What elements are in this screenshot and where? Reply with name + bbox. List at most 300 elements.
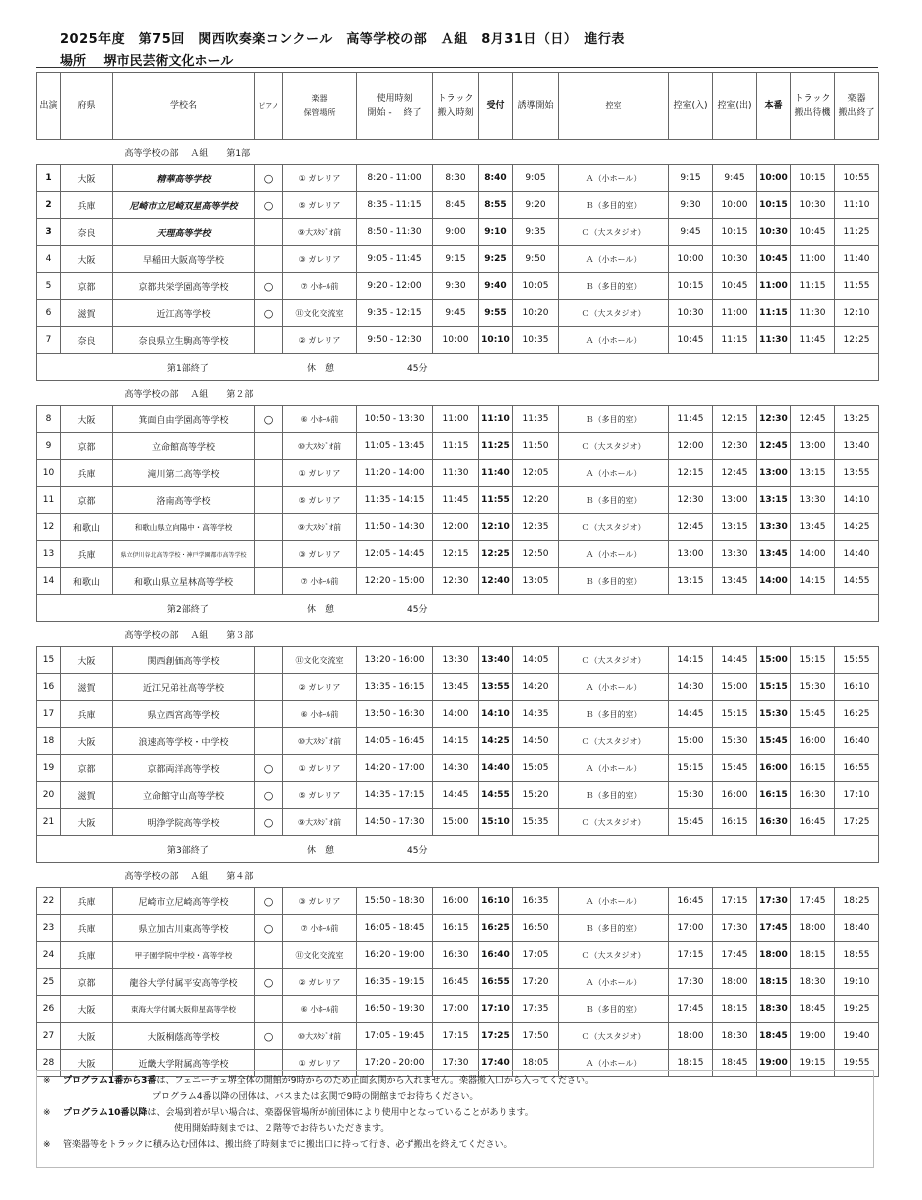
header-truck-wait-line2: 搬出待機 bbox=[794, 108, 831, 118]
pref-cell: 大阪 bbox=[61, 1023, 113, 1050]
guide-cell: 14:50 bbox=[513, 728, 559, 755]
piano-cell: ○ bbox=[255, 969, 283, 996]
carry-out-cell: 19:55 bbox=[835, 1050, 879, 1077]
time-start: 16:35 bbox=[364, 977, 391, 987]
table-row bbox=[37, 1023, 879, 1050]
header-reception: 受付 bbox=[479, 73, 513, 140]
truck-wait-cell: 19:15 bbox=[791, 1050, 835, 1077]
guide-cell: 12:05 bbox=[513, 460, 559, 487]
section-label-row bbox=[37, 381, 879, 406]
time-range-cell bbox=[357, 219, 433, 246]
room-cell: Ｂ（多目的室） bbox=[559, 192, 669, 219]
wait-in-cell: 9:30 bbox=[669, 192, 713, 219]
room-cell: Ａ（小ホール） bbox=[559, 1050, 669, 1077]
time-start: 10:50 bbox=[364, 414, 391, 424]
perform-cell: 16:00 bbox=[757, 755, 791, 782]
header-truck-in-line2: 搬入時刻 bbox=[437, 108, 474, 118]
section-end-row bbox=[37, 595, 879, 622]
header-order: 出演 bbox=[37, 73, 61, 140]
time-range-dash: - bbox=[392, 522, 397, 532]
table-row bbox=[37, 300, 879, 327]
time-range-dash: - bbox=[390, 281, 394, 291]
truck-in-cell: 16:45 bbox=[433, 969, 479, 996]
truck-wait-cell: 15:45 bbox=[791, 701, 835, 728]
school-name-cell: 尼崎市立尼崎双星高等学校 bbox=[113, 192, 255, 219]
piano-cell bbox=[255, 219, 283, 246]
pref-cell: 兵庫 bbox=[61, 541, 113, 568]
table-row bbox=[37, 406, 879, 433]
wait-in-cell: 9:15 bbox=[669, 165, 713, 192]
truck-in-cell: 12:15 bbox=[433, 541, 479, 568]
order-cell: 26 bbox=[37, 996, 61, 1023]
pref-cell: 滋賀 bbox=[61, 782, 113, 809]
storage-cell: ① ガレリア bbox=[283, 755, 357, 782]
reception-cell: 11:55 bbox=[479, 487, 513, 514]
time-end: 11:30 bbox=[395, 227, 422, 237]
time-range-dash: - bbox=[392, 950, 397, 960]
table-row bbox=[37, 192, 879, 219]
carry-out-cell: 14:25 bbox=[835, 514, 879, 541]
piano-cell: ○ bbox=[255, 273, 283, 300]
room-cell: Ｂ（多目的室） bbox=[559, 701, 669, 728]
time-end: 14:00 bbox=[398, 468, 425, 478]
wait-out-cell: 12:30 bbox=[713, 433, 757, 460]
perform-cell: 10:30 bbox=[757, 219, 791, 246]
perform-cell: 12:30 bbox=[757, 406, 791, 433]
order-cell: 23 bbox=[37, 915, 61, 942]
piano-cell: ○ bbox=[255, 755, 283, 782]
piano-cell: ○ bbox=[255, 782, 283, 809]
order-cell: 25 bbox=[37, 969, 61, 996]
school-name-cell: 龍谷大学付属平安高等学校 bbox=[113, 969, 255, 996]
header-school: 学校名 bbox=[113, 73, 255, 140]
school-name-cell: 明浄学院高等学校 bbox=[113, 809, 255, 836]
truck-wait-cell: 11:00 bbox=[791, 246, 835, 273]
wait-out-cell: 11:15 bbox=[713, 327, 757, 354]
order-cell: 7 bbox=[37, 327, 61, 354]
wait-in-cell: 15:45 bbox=[669, 809, 713, 836]
truck-in-cell: 12:00 bbox=[433, 514, 479, 541]
time-start: 16:50 bbox=[364, 1004, 391, 1014]
order-cell: 8 bbox=[37, 406, 61, 433]
piano-cell: ○ bbox=[255, 165, 283, 192]
table-row bbox=[37, 969, 879, 996]
header-truck-in bbox=[433, 73, 479, 140]
reception-cell: 12:10 bbox=[479, 514, 513, 541]
wait-out-cell: 9:45 bbox=[713, 165, 757, 192]
reception-cell: 17:40 bbox=[479, 1050, 513, 1077]
piano-cell: ○ bbox=[255, 888, 283, 915]
room-cell: Ｃ（大スタジオ） bbox=[559, 300, 669, 327]
wait-out-cell: 17:45 bbox=[713, 942, 757, 969]
carry-out-cell: 11:55 bbox=[835, 273, 879, 300]
truck-wait-cell: 18:30 bbox=[791, 969, 835, 996]
truck-in-cell: 15:00 bbox=[433, 809, 479, 836]
reception-cell: 16:10 bbox=[479, 888, 513, 915]
time-start: 9:35 bbox=[367, 308, 388, 318]
truck-wait-cell: 13:30 bbox=[791, 487, 835, 514]
wait-in-cell: 12:15 bbox=[669, 460, 713, 487]
wait-in-cell: 15:30 bbox=[669, 782, 713, 809]
note-1-sub: プログラム4番以降の団体は、バスまたは玄関で9時の開館までお待ちください。 bbox=[152, 1092, 479, 1102]
wait-in-cell: 14:45 bbox=[669, 701, 713, 728]
time-range-dash: - bbox=[392, 1004, 397, 1014]
header-truck-wait bbox=[791, 73, 835, 140]
wait-in-cell: 13:00 bbox=[669, 541, 713, 568]
header-time-line2: 開始 - 終了 bbox=[367, 108, 422, 118]
perform-cell: 11:15 bbox=[757, 300, 791, 327]
truck-in-cell: 11:15 bbox=[433, 433, 479, 460]
truck-wait-cell: 15:15 bbox=[791, 647, 835, 674]
wait-in-cell: 9:45 bbox=[669, 219, 713, 246]
carry-out-cell: 14:40 bbox=[835, 541, 879, 568]
break-duration: 45分 bbox=[407, 604, 428, 615]
perform-cell: 16:30 bbox=[757, 809, 791, 836]
truck-wait-cell: 18:15 bbox=[791, 942, 835, 969]
note-2-text: は、会場到着が早い場合は、楽器保管場所が前団体により使用中となっていることがあります。 bbox=[147, 1108, 534, 1118]
wait-in-cell: 15:15 bbox=[669, 755, 713, 782]
guide-cell: 9:20 bbox=[513, 192, 559, 219]
pref-cell: 大阪 bbox=[61, 165, 113, 192]
piano-cell: ○ bbox=[255, 300, 283, 327]
school-name-cell: 早稲田大阪高等学校 bbox=[113, 246, 255, 273]
time-range-cell bbox=[357, 647, 433, 674]
table-row bbox=[37, 568, 879, 595]
reception-cell: 8:40 bbox=[479, 165, 513, 192]
wait-in-cell: 10:00 bbox=[669, 246, 713, 273]
time-end: 19:00 bbox=[398, 950, 425, 960]
storage-cell: ⑪文化交流室 bbox=[283, 942, 357, 969]
section-end-cell bbox=[37, 836, 879, 863]
room-cell: Ａ（小ホール） bbox=[559, 327, 669, 354]
order-cell: 13 bbox=[37, 541, 61, 568]
piano-cell bbox=[255, 433, 283, 460]
storage-cell: ⑤ ガレリア bbox=[283, 782, 357, 809]
pref-cell: 大阪 bbox=[61, 647, 113, 674]
time-range-cell bbox=[357, 755, 433, 782]
guide-cell: 17:50 bbox=[513, 1023, 559, 1050]
perform-cell: 14:00 bbox=[757, 568, 791, 595]
reception-cell: 9:10 bbox=[479, 219, 513, 246]
table-header-row bbox=[37, 73, 879, 140]
guide-cell: 12:20 bbox=[513, 487, 559, 514]
header-carry-out-line1: 楽器 bbox=[847, 94, 866, 104]
school-name-cell: 奈良県立生駒高等学校 bbox=[113, 327, 255, 354]
truck-in-cell: 14:15 bbox=[433, 728, 479, 755]
wait-out-cell: 18:30 bbox=[713, 1023, 757, 1050]
pref-cell: 滋賀 bbox=[61, 300, 113, 327]
time-range-cell bbox=[357, 674, 433, 701]
table-row bbox=[37, 460, 879, 487]
time-end: 11:15 bbox=[395, 200, 422, 210]
order-cell: 2 bbox=[37, 192, 61, 219]
time-range-cell bbox=[357, 514, 433, 541]
perform-cell: 15:45 bbox=[757, 728, 791, 755]
table-row bbox=[37, 165, 879, 192]
carry-out-cell: 14:55 bbox=[835, 568, 879, 595]
reception-cell: 8:55 bbox=[479, 192, 513, 219]
room-cell: Ｃ（大スタジオ） bbox=[559, 728, 669, 755]
header-time bbox=[357, 73, 433, 140]
reception-cell: 16:25 bbox=[479, 915, 513, 942]
order-cell: 24 bbox=[37, 942, 61, 969]
wait-out-cell: 17:30 bbox=[713, 915, 757, 942]
note-mark-3: ※ bbox=[43, 1140, 51, 1150]
venue-underline bbox=[36, 67, 878, 68]
room-cell: Ｃ（大スタジオ） bbox=[559, 942, 669, 969]
truck-wait-cell: 11:15 bbox=[791, 273, 835, 300]
storage-cell: ⑥ 小ﾎｰﾙ前 bbox=[283, 701, 357, 728]
wait-out-cell: 15:45 bbox=[713, 755, 757, 782]
school-name-cell: 関西創価高等学校 bbox=[113, 647, 255, 674]
table-row bbox=[37, 701, 879, 728]
table-row bbox=[37, 728, 879, 755]
room-cell: Ｃ（大スタジオ） bbox=[559, 809, 669, 836]
carry-out-cell: 12:25 bbox=[835, 327, 879, 354]
truck-wait-cell: 15:30 bbox=[791, 674, 835, 701]
time-range-cell bbox=[357, 701, 433, 728]
piano-cell bbox=[255, 728, 283, 755]
reception-cell: 14:40 bbox=[479, 755, 513, 782]
pref-cell: 和歌山 bbox=[61, 514, 113, 541]
truck-in-cell: 11:00 bbox=[433, 406, 479, 433]
note-2-sub: 使用開始時刻までは、２階等でお待ちいただきます。 bbox=[174, 1124, 390, 1134]
wait-in-cell: 10:30 bbox=[669, 300, 713, 327]
header-wait-out: 控室(出) bbox=[713, 73, 757, 140]
header-truck-in-line1: トラック bbox=[437, 94, 474, 104]
piano-cell bbox=[255, 487, 283, 514]
storage-cell: ⑪文化交流室 bbox=[283, 300, 357, 327]
pref-cell: 大阪 bbox=[61, 996, 113, 1023]
time-end: 18:30 bbox=[398, 896, 425, 906]
perform-cell: 13:00 bbox=[757, 460, 791, 487]
carry-out-cell: 10:55 bbox=[835, 165, 879, 192]
pref-cell: 大阪 bbox=[61, 406, 113, 433]
time-start: 16:05 bbox=[364, 923, 391, 933]
section-label-cell bbox=[37, 140, 879, 165]
school-name-cell: 県立加古川東高等学校 bbox=[113, 915, 255, 942]
perform-cell: 15:15 bbox=[757, 674, 791, 701]
time-end: 18:45 bbox=[398, 923, 425, 933]
room-cell: Ｃ（大スタジオ） bbox=[559, 514, 669, 541]
time-range-cell bbox=[357, 1023, 433, 1050]
note-1-bold: プログラム1番から3番 bbox=[63, 1076, 157, 1086]
wait-in-cell: 18:00 bbox=[669, 1023, 713, 1050]
time-start: 11:35 bbox=[364, 495, 391, 505]
storage-cell: ⑤ ガレリア bbox=[283, 192, 357, 219]
time-start: 14:20 bbox=[364, 763, 391, 773]
truck-in-cell: 14:45 bbox=[433, 782, 479, 809]
order-cell: 12 bbox=[37, 514, 61, 541]
room-cell: Ａ（小ホール） bbox=[559, 674, 669, 701]
guide-cell: 12:35 bbox=[513, 514, 559, 541]
piano-cell bbox=[255, 701, 283, 728]
time-start: 13:35 bbox=[364, 682, 391, 692]
time-range-cell bbox=[357, 273, 433, 300]
header-piano: ピアノ bbox=[255, 73, 283, 140]
wait-out-cell: 15:30 bbox=[713, 728, 757, 755]
wait-in-cell: 10:15 bbox=[669, 273, 713, 300]
time-start: 8:20 bbox=[367, 173, 388, 183]
pref-cell: 兵庫 bbox=[61, 460, 113, 487]
section-end-cell bbox=[37, 354, 879, 381]
order-cell: 3 bbox=[37, 219, 61, 246]
time-start: 8:50 bbox=[367, 227, 388, 237]
room-cell: Ｂ（多目的室） bbox=[559, 406, 669, 433]
table-row bbox=[37, 273, 879, 300]
reception-cell: 16:55 bbox=[479, 969, 513, 996]
guide-cell: 16:35 bbox=[513, 888, 559, 915]
table-row bbox=[37, 755, 879, 782]
time-start: 12:20 bbox=[364, 576, 391, 586]
section-label: 高等学校の部 Ａ組 第２部 bbox=[124, 389, 254, 400]
carry-out-cell: 18:40 bbox=[835, 915, 879, 942]
storage-cell: ① ガレリア bbox=[283, 1050, 357, 1077]
reception-cell: 14:10 bbox=[479, 701, 513, 728]
time-range-dash: - bbox=[392, 896, 397, 906]
truck-wait-cell: 16:45 bbox=[791, 809, 835, 836]
room-cell: Ｃ（大スタジオ） bbox=[559, 1023, 669, 1050]
wait-out-cell: 16:00 bbox=[713, 782, 757, 809]
truck-wait-cell: 16:00 bbox=[791, 728, 835, 755]
time-end: 19:15 bbox=[398, 977, 425, 987]
venue-label: 場所 堺市民芸術文化ホール bbox=[60, 54, 234, 69]
truck-wait-cell: 18:00 bbox=[791, 915, 835, 942]
perform-cell: 12:45 bbox=[757, 433, 791, 460]
time-range-cell bbox=[357, 809, 433, 836]
reception-cell: 13:55 bbox=[479, 674, 513, 701]
header-storage-line2: 保管場所 bbox=[303, 108, 336, 117]
time-range-cell bbox=[357, 996, 433, 1023]
time-start: 17:05 bbox=[364, 1031, 391, 1041]
guide-cell: 9:50 bbox=[513, 246, 559, 273]
wait-out-cell: 13:00 bbox=[713, 487, 757, 514]
time-range-dash: - bbox=[392, 1031, 397, 1041]
reception-cell: 14:25 bbox=[479, 728, 513, 755]
truck-wait-cell: 12:45 bbox=[791, 406, 835, 433]
wait-in-cell: 11:45 bbox=[669, 406, 713, 433]
guide-cell: 10:35 bbox=[513, 327, 559, 354]
truck-in-cell: 13:45 bbox=[433, 674, 479, 701]
perform-cell: 10:15 bbox=[757, 192, 791, 219]
wait-in-cell: 15:00 bbox=[669, 728, 713, 755]
order-cell: 28 bbox=[37, 1050, 61, 1077]
time-end: 20:00 bbox=[398, 1058, 425, 1068]
guide-cell: 10:20 bbox=[513, 300, 559, 327]
wait-out-cell: 10:15 bbox=[713, 219, 757, 246]
storage-cell: ⑦ 小ﾎｰﾙ前 bbox=[283, 568, 357, 595]
carry-out-cell: 15:55 bbox=[835, 647, 879, 674]
time-range-dash: - bbox=[392, 736, 397, 746]
time-range-cell bbox=[357, 915, 433, 942]
time-range-cell bbox=[357, 888, 433, 915]
wait-out-cell: 10:45 bbox=[713, 273, 757, 300]
reception-cell: 17:10 bbox=[479, 996, 513, 1023]
time-end: 17:00 bbox=[398, 763, 425, 773]
time-range-cell bbox=[357, 165, 433, 192]
truck-wait-cell: 16:15 bbox=[791, 755, 835, 782]
truck-in-cell: 16:30 bbox=[433, 942, 479, 969]
perform-cell: 19:00 bbox=[757, 1050, 791, 1077]
time-start: 11:05 bbox=[364, 441, 391, 451]
time-range-dash: - bbox=[390, 335, 394, 345]
guide-cell: 16:50 bbox=[513, 915, 559, 942]
order-cell: 17 bbox=[37, 701, 61, 728]
carry-out-cell: 19:40 bbox=[835, 1023, 879, 1050]
time-range-dash: - bbox=[392, 655, 397, 665]
school-name-cell: 大阪桐蔭高等学校 bbox=[113, 1023, 255, 1050]
carry-out-cell: 11:10 bbox=[835, 192, 879, 219]
time-start: 9:20 bbox=[367, 281, 388, 291]
pref-cell: 兵庫 bbox=[61, 888, 113, 915]
piano-cell bbox=[255, 647, 283, 674]
time-range-cell bbox=[357, 969, 433, 996]
school-name-cell: 洛南高等学校 bbox=[113, 487, 255, 514]
guide-cell: 10:05 bbox=[513, 273, 559, 300]
truck-in-cell: 10:00 bbox=[433, 327, 479, 354]
carry-out-cell: 16:10 bbox=[835, 674, 879, 701]
perform-cell: 11:00 bbox=[757, 273, 791, 300]
storage-cell: ⑦ 小ﾎｰﾙ前 bbox=[283, 273, 357, 300]
table-row bbox=[37, 541, 879, 568]
time-end: 11:00 bbox=[395, 173, 422, 183]
time-end: 12:00 bbox=[395, 281, 422, 291]
carry-out-cell: 17:10 bbox=[835, 782, 879, 809]
storage-cell: ③ ガレリア bbox=[283, 541, 357, 568]
perform-cell: 17:30 bbox=[757, 888, 791, 915]
guide-cell: 13:05 bbox=[513, 568, 559, 595]
carry-out-cell: 12:10 bbox=[835, 300, 879, 327]
piano-cell bbox=[255, 674, 283, 701]
table-row bbox=[37, 888, 879, 915]
school-name-cell: 天理高等学校 bbox=[113, 219, 255, 246]
wait-out-cell: 18:15 bbox=[713, 996, 757, 1023]
storage-cell: ⑩大ｽﾀｼﾞｵ前 bbox=[283, 728, 357, 755]
time-start: 8:35 bbox=[367, 200, 388, 210]
truck-in-cell: 14:30 bbox=[433, 755, 479, 782]
order-cell: 10 bbox=[37, 460, 61, 487]
storage-cell: ⑨大ｽﾀｼﾞｵ前 bbox=[283, 219, 357, 246]
section-label: 高等学校の部 Ａ組 第４部 bbox=[124, 871, 254, 882]
time-range-cell bbox=[357, 433, 433, 460]
piano-cell: ○ bbox=[255, 1023, 283, 1050]
truck-wait-cell: 13:00 bbox=[791, 433, 835, 460]
school-name-cell: 和歌山県立向陽中・高等学校 bbox=[113, 514, 255, 541]
truck-wait-cell: 14:00 bbox=[791, 541, 835, 568]
truck-in-cell: 9:15 bbox=[433, 246, 479, 273]
table-row bbox=[37, 433, 879, 460]
time-start: 9:50 bbox=[367, 335, 388, 345]
room-cell: Ｂ（多目的室） bbox=[559, 273, 669, 300]
reception-cell: 13:40 bbox=[479, 647, 513, 674]
truck-in-cell: 16:00 bbox=[433, 888, 479, 915]
header-guide: 誘導開始 bbox=[513, 73, 559, 140]
section-label-cell bbox=[37, 622, 879, 647]
guide-cell: 14:35 bbox=[513, 701, 559, 728]
time-start: 11:20 bbox=[364, 468, 391, 478]
table-row bbox=[37, 942, 879, 969]
storage-cell: ⑥ 小ﾎｰﾙ前 bbox=[283, 406, 357, 433]
time-start: 11:50 bbox=[364, 522, 391, 532]
time-range-dash: - bbox=[392, 576, 397, 586]
time-range-cell bbox=[357, 192, 433, 219]
section-end-row bbox=[37, 354, 879, 381]
time-range-dash: - bbox=[392, 495, 397, 505]
time-range-dash: - bbox=[392, 468, 397, 478]
guide-cell: 14:05 bbox=[513, 647, 559, 674]
wait-out-cell: 13:30 bbox=[713, 541, 757, 568]
break-label: 休 憩 bbox=[307, 604, 335, 615]
